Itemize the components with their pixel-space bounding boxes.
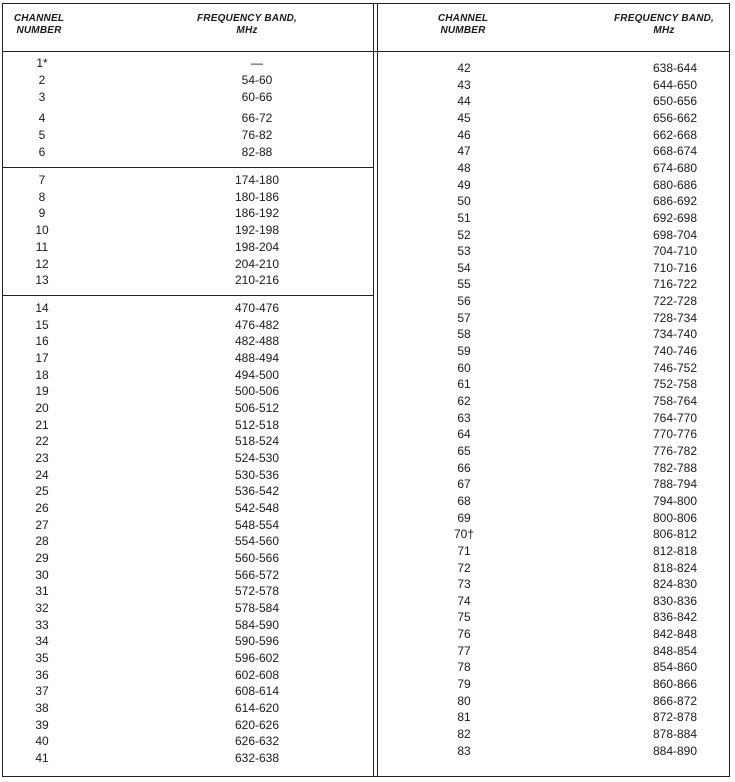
channel-number: 20 <box>35 401 49 416</box>
channel-number: 59 <box>457 344 471 359</box>
table-bottom-rule <box>2 776 730 777</box>
frequency-band: 854-860 <box>652 660 698 675</box>
channel-number: 7 <box>38 173 46 187</box>
frequency-band: 638-644 <box>652 61 698 75</box>
channel-number: 28 <box>35 534 49 549</box>
channel-number: 25 <box>35 484 49 499</box>
frequency-band: 560-566 <box>234 551 280 566</box>
frequency-band: 806-812 <box>652 527 698 542</box>
channel-number: 10 <box>35 223 49 238</box>
channel-number: 81 <box>457 710 471 725</box>
frequency-band: 848-854 <box>652 643 698 658</box>
channel-number: 69 <box>457 510 471 525</box>
frequency-band: 722-728 <box>652 294 698 309</box>
frequency-band: 566-572 <box>234 567 280 582</box>
frequency-band: 198-204 <box>234 239 280 254</box>
frequency-band: 210-216 <box>234 273 280 288</box>
frequency-band: 662-668 <box>652 127 698 142</box>
channel-number: 22 <box>35 434 49 449</box>
left-frequency-header <box>187 13 307 37</box>
frequency-band: 542-548 <box>234 501 280 516</box>
channel-number: 61 <box>457 377 471 392</box>
frequency-band: 692-698 <box>652 210 698 225</box>
channel-number: 65 <box>457 443 471 458</box>
channel-number: 15 <box>35 317 49 332</box>
channel-number: 55 <box>457 277 471 292</box>
center-double-rule-b <box>377 3 378 777</box>
left-frequency-header-line2: MHz <box>236 25 258 36</box>
channel-number: 38 <box>35 701 49 716</box>
channel-number: 44 <box>457 94 471 109</box>
frequency-band: 716-722 <box>652 277 698 292</box>
table-left-rule <box>2 3 3 777</box>
channel-number: 57 <box>457 310 471 325</box>
left-channel-header <box>8 13 70 37</box>
frequency-band: 204-210 <box>234 256 280 271</box>
frequency-band: 830-836 <box>652 593 698 608</box>
channel-number: 64 <box>457 427 471 442</box>
channel-number: 24 <box>35 467 49 482</box>
channel-number: 80 <box>457 693 471 708</box>
channel-number: 75 <box>457 610 471 625</box>
channel-number: 16 <box>35 334 49 349</box>
channel-number: 82 <box>457 727 471 741</box>
channel-frequency-table <box>2 3 730 777</box>
channel-number: 41 <box>35 751 49 766</box>
left-frequency-header-line1: FREQUENCY BAND, <box>196 13 298 24</box>
frequency-band: 812-818 <box>652 543 698 558</box>
channel-number: 50 <box>457 194 471 209</box>
channel-number: 8 <box>38 189 46 204</box>
channel-number: 33 <box>35 617 49 632</box>
frequency-band: 596-602 <box>234 651 280 666</box>
frequency-band: 680-686 <box>652 177 698 192</box>
frequency-band: 878-884 <box>652 727 698 741</box>
channel-number: 9 <box>38 206 46 221</box>
frequency-band: 794-800 <box>652 493 698 508</box>
frequency-band: 608-614 <box>234 684 280 699</box>
channel-number: 63 <box>457 410 471 425</box>
right-frequency-header <box>604 13 724 37</box>
frequency-band: 668-674 <box>652 144 698 159</box>
vhf-uhf-separator <box>2 295 373 296</box>
frequency-band: 728-734 <box>652 310 698 325</box>
channel-number: 29 <box>35 551 49 566</box>
channel-number: 35 <box>35 651 49 666</box>
channel-number: 26 <box>35 501 49 516</box>
channel-number: 68 <box>457 493 471 508</box>
frequency-band: 866-872 <box>652 693 698 708</box>
channel-number: 19 <box>35 384 49 399</box>
frequency-band: 482-488 <box>234 334 280 349</box>
frequency-band: 698-704 <box>652 227 698 242</box>
frequency-band: 752-758 <box>652 377 698 392</box>
frequency-band: 620-626 <box>234 717 280 732</box>
channel-number: 36 <box>35 667 49 682</box>
channel-number: 23 <box>35 451 49 466</box>
frequency-band: 476-482 <box>234 317 280 332</box>
frequency-band: 656-662 <box>652 110 698 125</box>
channel-number: 46 <box>457 127 471 142</box>
frequency-band: 54-60 <box>241 73 273 87</box>
right-frequency-header-line1: FREQUENCY BAND, <box>613 13 715 24</box>
frequency-band: 782-788 <box>652 460 698 475</box>
right-channel-header-line1: CHANNEL <box>437 13 489 24</box>
channel-number: 12 <box>35 256 49 271</box>
table-top-rule <box>2 3 730 4</box>
channel-number: 51 <box>457 210 471 225</box>
channel-number: 6 <box>38 145 46 159</box>
channel-number: 47 <box>457 144 471 159</box>
right-channel-header <box>432 13 494 37</box>
channel-number: 32 <box>35 601 49 616</box>
channel-number: 37 <box>35 684 49 699</box>
channel-number: 30 <box>35 567 49 582</box>
frequency-band: 746-752 <box>652 360 698 375</box>
channel-number: 39 <box>35 717 49 732</box>
channel-number: 34 <box>35 634 49 649</box>
frequency-band: 60-66 <box>241 90 273 104</box>
frequency-band: 506-512 <box>234 401 280 416</box>
frequency-band: 180-186 <box>234 189 280 204</box>
channel-number: 11 <box>35 239 49 254</box>
channel-number: 49 <box>457 177 471 192</box>
frequency-band: 800-806 <box>652 510 698 525</box>
channel-number: 77 <box>457 643 471 658</box>
vhf-low-high-separator <box>2 167 373 168</box>
frequency-band: 590-596 <box>234 634 280 649</box>
frequency-band: 554-560 <box>234 534 280 549</box>
header-bottom-rule <box>2 51 730 52</box>
channel-number: 18 <box>35 367 49 382</box>
frequency-band: 644-650 <box>652 77 698 92</box>
frequency-band: 76-82 <box>241 128 273 142</box>
frequency-band: 518-524 <box>234 434 280 449</box>
left-channel-header-line2: NUMBER <box>16 25 62 36</box>
channel-number: 60 <box>457 360 471 375</box>
channel-number: 53 <box>457 244 471 259</box>
channel-number: 73 <box>457 577 471 592</box>
channel-number: 62 <box>457 394 471 408</box>
channel-number: 1* <box>36 56 48 70</box>
channel-number: 67 <box>457 477 471 492</box>
channel-number: 70† <box>453 527 475 542</box>
frequency-band: 632-638 <box>234 751 280 766</box>
channel-number: 5 <box>38 128 46 142</box>
frequency-band: 66-72 <box>241 111 273 125</box>
frequency-band: — <box>251 56 263 70</box>
channel-number: 74 <box>457 593 471 608</box>
frequency-band: 872-878 <box>652 710 698 725</box>
channel-number: 31 <box>35 584 49 599</box>
channel-number: 17 <box>35 351 49 365</box>
frequency-band: 82-88 <box>241 145 273 159</box>
channel-number: 78 <box>457 660 471 675</box>
channel-number: 58 <box>457 327 471 342</box>
channel-number: 14 <box>35 301 49 315</box>
channel-number: 42 <box>457 61 471 75</box>
channel-number: 66 <box>457 460 471 475</box>
frequency-band: 494-500 <box>234 367 280 382</box>
frequency-band: 884-890 <box>652 743 698 758</box>
frequency-band: 650-656 <box>652 94 698 109</box>
frequency-band: 686-692 <box>652 194 698 209</box>
frequency-band: 860-866 <box>652 677 698 692</box>
frequency-band: 674-680 <box>652 160 698 175</box>
channel-number: 2 <box>38 73 46 87</box>
channel-number: 76 <box>457 627 471 642</box>
frequency-band: 470-476 <box>234 301 280 315</box>
frequency-band: 734-740 <box>652 327 698 342</box>
frequency-band: 824-830 <box>652 577 698 592</box>
frequency-band: 548-554 <box>234 517 280 532</box>
frequency-band: 764-770 <box>652 410 698 425</box>
frequency-band: 584-590 <box>234 617 280 632</box>
frequency-band: 836-842 <box>652 610 698 625</box>
channel-number: 27 <box>35 517 49 532</box>
frequency-band: 572-578 <box>234 584 280 599</box>
frequency-band: 536-542 <box>234 484 280 499</box>
frequency-band: 788-794 <box>652 477 698 492</box>
channel-number: 56 <box>457 294 471 309</box>
frequency-band: 524-530 <box>234 451 280 466</box>
channel-number: 13 <box>35 273 49 288</box>
frequency-band: 602-608 <box>234 667 280 682</box>
frequency-band: 740-746 <box>652 344 698 359</box>
frequency-band: 770-776 <box>652 427 698 442</box>
channel-number: 83 <box>457 743 471 758</box>
left-channel-header-line1: CHANNEL <box>13 13 65 24</box>
frequency-band: 704-710 <box>652 244 698 259</box>
channel-number: 72 <box>457 560 471 575</box>
frequency-band: 530-536 <box>234 467 280 482</box>
frequency-band: 192-198 <box>234 223 280 238</box>
frequency-band: 614-620 <box>234 701 280 716</box>
frequency-band: 710-716 <box>652 260 698 275</box>
channel-number: 21 <box>35 417 49 432</box>
channel-number: 45 <box>457 110 471 125</box>
frequency-band: 776-782 <box>652 443 698 458</box>
center-double-rule-a <box>373 3 374 777</box>
frequency-band: 758-764 <box>652 394 698 408</box>
frequency-band: 186-192 <box>234 206 280 221</box>
frequency-band: 626-632 <box>234 734 280 749</box>
channel-number: 48 <box>457 160 471 175</box>
frequency-band: 174-180 <box>234 173 280 187</box>
right-channel-header-line2: NUMBER <box>440 25 486 36</box>
frequency-band: 500-506 <box>234 384 280 399</box>
frequency-band: 578-584 <box>234 601 280 616</box>
channel-number: 54 <box>457 260 471 275</box>
frequency-band: 512-518 <box>234 417 280 432</box>
frequency-band: 488-494 <box>234 351 280 365</box>
channel-number: 3 <box>38 90 46 104</box>
frequency-band: 842-848 <box>652 627 698 642</box>
channel-number: 71 <box>457 543 471 558</box>
channel-number: 79 <box>457 677 471 692</box>
channel-number: 4 <box>38 111 46 125</box>
channel-number: 43 <box>457 77 471 92</box>
channel-number: 40 <box>35 734 49 749</box>
channel-number: 52 <box>457 227 471 242</box>
right-frequency-header-line2: MHz <box>653 25 675 36</box>
frequency-band: 818-824 <box>652 560 698 575</box>
